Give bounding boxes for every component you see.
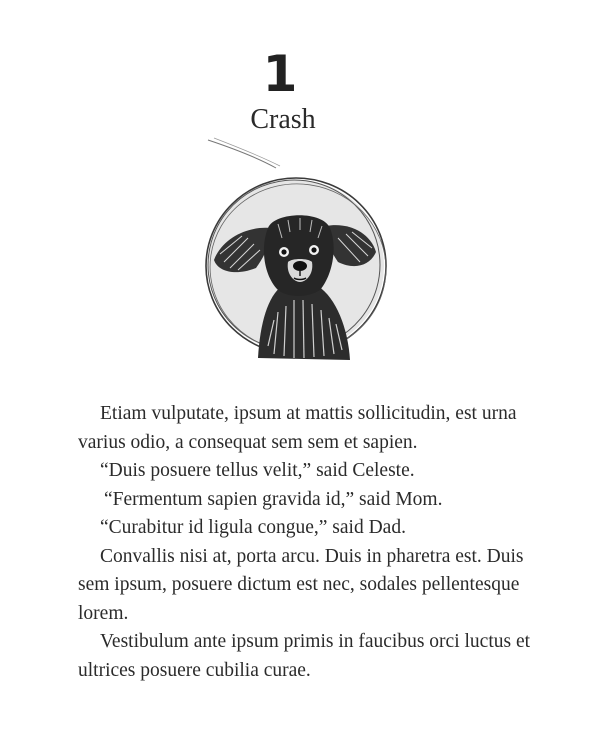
chapter-body — [78, 400, 558, 685]
paragraph: Etiam vulputate, ipsum at mattis sollicitudin, est urna varius odio, a consequat sem sem et sapien. — [78, 403, 517, 453]
chapter-title: Crash — [250, 104, 316, 135]
paragraph: Vestibulum ante ipsum primis in faucibus orci luctus et ultrices posuere cubilia curae. — [78, 631, 531, 681]
paragraph: Convallis nisi at, porta arcu. Duis in pharetra est. Duis sem ipsum, posuere dictum est nec, sodales pellentesque lorem. — [78, 545, 524, 624]
paragraph: “Fermentum sapien gravida id,” said Mom. — [104, 488, 443, 510]
paragraph: “Duis posuere tellus velit,” said Celeste. — [100, 460, 415, 481]
dog-portrait-icon — [188, 128, 398, 363]
paragraph: “Curabitur id ligula congue,” said Dad. — [100, 517, 406, 538]
chapter-number: 1 — [262, 45, 298, 103]
